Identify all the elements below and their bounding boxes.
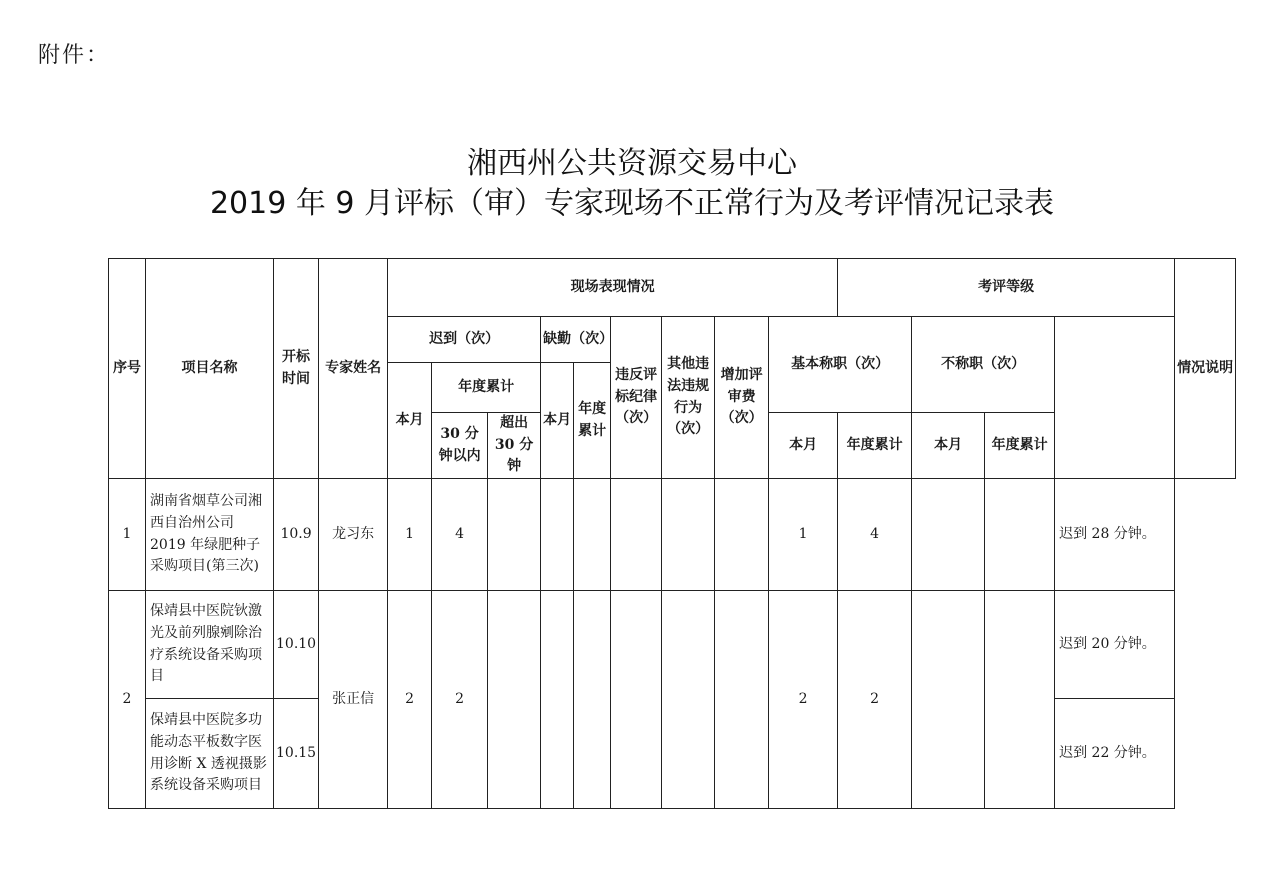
header-within-30: 30 分钟以内 — [432, 413, 488, 479]
header-late-annual: 年度累计 — [432, 363, 541, 413]
cell-incomp-month — [912, 479, 985, 591]
cell-open-time: 10.9 — [274, 479, 319, 591]
header-other-violation: 其他违法违规行为（次） — [662, 317, 715, 479]
table-row — [109, 591, 1236, 699]
header-row-1 — [109, 259, 1236, 317]
document-title: 湘西州公共资源交易中心 — [467, 146, 797, 181]
cell-comp-month: 2 — [769, 591, 838, 809]
header-absent-annual: 年度累计 — [574, 363, 611, 479]
cell-late-over30 — [488, 591, 541, 809]
cell-absent-month — [541, 479, 574, 591]
header-absent-month: 本月 — [541, 363, 574, 479]
cell-incomp-month — [912, 591, 985, 809]
cell-notes: 迟到 20 分钟。 — [1055, 591, 1175, 699]
cell-other-violation — [662, 479, 715, 591]
document-subtitle: 2019 年 9 月评标（审）专家现场不正常行为及考评情况记录表 — [209, 186, 1055, 221]
header-over-30: 超出 30 分钟 — [488, 413, 541, 479]
header-open-time: 开标时间 — [274, 259, 319, 479]
cell-open-time: 10.10 — [274, 591, 319, 699]
cell-violate-discipline — [611, 591, 662, 809]
cell-project: 保靖县中医院多功能动态平板数字医用诊断 X 透视摄影系统设备采购项目 — [146, 699, 274, 809]
header-late-month: 本月 — [388, 363, 432, 479]
header-seq: 序号 — [109, 259, 146, 479]
header-incomp-annual: 年度累计 — [985, 413, 1055, 479]
header-evaluation: 考评等级 — [838, 259, 1175, 317]
header-comp-month: 本月 — [769, 413, 838, 479]
header-competent: 基本称职（次） — [769, 317, 912, 413]
cell-other-violation — [662, 591, 715, 809]
cell-seq: 2 — [109, 591, 146, 809]
cell-seq: 1 — [109, 479, 146, 591]
cell-project: 湖南省烟草公司湘西自治州公司 2019 年绿肥种子采购项目(第三次) — [146, 479, 274, 591]
cell-late-within30: 2 — [432, 591, 488, 809]
record-table — [108, 258, 1236, 809]
cell-comp-annual: 2 — [838, 591, 912, 809]
cell-expert: 张正信 — [319, 591, 388, 809]
header-notes: 情况说明 — [1175, 259, 1236, 479]
header-performance: 现场表现情况 — [388, 259, 838, 317]
cell-late-month: 1 — [388, 479, 432, 591]
cell-project: 保靖县中医院钬激光及前列腺剜除治疗系统设备采购项目 — [146, 591, 274, 699]
header-extra-fee: 增加评审费（次） — [715, 317, 769, 479]
header-project: 项目名称 — [146, 259, 274, 479]
cell-absent-annual — [574, 591, 611, 809]
table-row — [109, 479, 1236, 591]
header-absent: 缺勤（次） — [541, 317, 611, 363]
cell-late-month: 2 — [388, 591, 432, 809]
cell-absent-month — [541, 591, 574, 809]
cell-incomp-annual — [985, 591, 1055, 809]
cell-notes: 迟到 28 分钟。 — [1055, 479, 1175, 591]
cell-absent-annual — [574, 479, 611, 591]
cell-comp-annual: 4 — [838, 479, 912, 591]
header-violate-discipline: 违反评标纪律（次） — [611, 317, 662, 479]
cell-comp-month: 1 — [769, 479, 838, 591]
cell-open-time: 10.15 — [274, 699, 319, 809]
cell-expert: 龙习东 — [319, 479, 388, 591]
header-comp-annual: 年度累计 — [838, 413, 912, 479]
cell-violate-discipline — [611, 479, 662, 591]
cell-extra-fee — [715, 591, 769, 809]
header-incomp-month: 本月 — [912, 413, 985, 479]
cell-late-over30 — [488, 479, 541, 591]
header-incompetent: 不称职（次） — [912, 317, 1055, 413]
attachment-label: 附件： — [38, 43, 111, 68]
cell-extra-fee — [715, 479, 769, 591]
cell-late-within30: 4 — [432, 479, 488, 591]
cell-notes: 迟到 22 分钟。 — [1055, 699, 1175, 809]
cell-incomp-annual — [985, 479, 1055, 591]
header-late: 迟到（次） — [388, 317, 541, 363]
header-expert: 专家姓名 — [319, 259, 388, 479]
